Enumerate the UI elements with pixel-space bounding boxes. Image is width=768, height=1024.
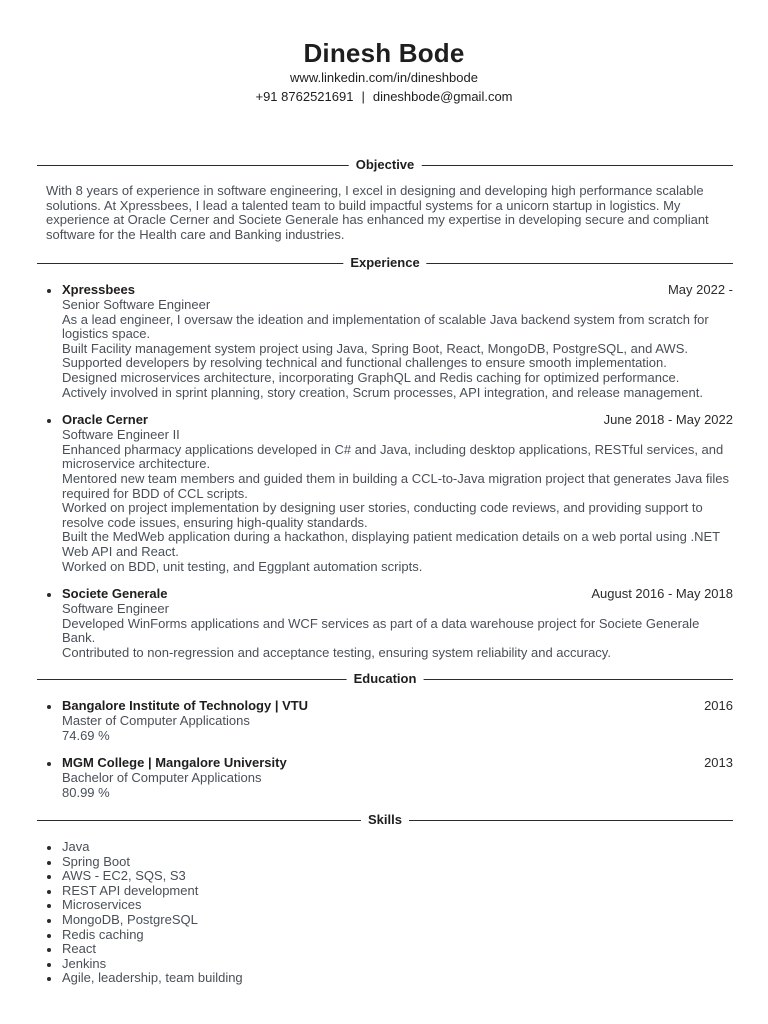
education-section-header [37,671,733,687]
job-dates: June 2018 - May 2022 [603,412,733,428]
phone-number: +91 8762521691 [255,89,354,104]
objective-heading: Objective [349,157,422,173]
school-name: MGM College | Mangalore University [62,755,287,771]
degree: Bachelor of Computer Applications [62,770,262,786]
candidate-name: Dinesh Bode [303,38,465,68]
job-dates: August 2016 - May 2018 [591,586,733,602]
skill-item: Microservices [46,898,243,913]
experience-heading: Experience [343,255,426,271]
graduation-year: 2013 [704,755,733,771]
job-title: Software Engineer II [62,427,180,443]
company-name: Oracle Cerner [62,412,148,428]
job-dates: May 2022 - [667,282,733,297]
job-point: Developed WinForms applications and WCF services as part of a data warehouse project for Societe Generale Bank. [62,615,700,646]
job-point: Enhanced pharmacy applications developed in C# and Java, including desktop applications, RESTful services, and microservice architecture. [62,441,724,472]
experience-list [46,283,733,660]
skill-item: Java [46,840,243,855]
school-name: Bangalore Institute of Technology | VTU [62,698,309,713]
job-point: Worked on BDD, unit testing, and Eggplant automation scripts. [62,558,423,574]
contact-line [0,89,768,104]
skills-list [46,840,243,986]
education-item [46,699,733,743]
experience-section-header [37,255,733,271]
job-point: Designed microservices architecture, incorporating GraphQL and Redis caching for optimized performance. [62,369,680,385]
experience-item-oracle-cerner [46,413,733,574]
skill-item: Jenkins [46,957,243,972]
education-list [46,699,733,800]
skill-item: MongoDB, PostgreSQL [46,913,243,928]
job-point: Mentored new team members and guided them in building a CCL-to-Java migration project that generates Java files required for BDD of CCL scripts. [62,470,729,501]
skills-heading: Skills [361,812,409,828]
score: 74.69 % [62,727,110,743]
skill-item: AWS - EC2, SQS, S3 [46,869,243,884]
job-point: Worked on project implementation by designing user stories, conducting code reviews, and providing support to resolve code issues, ensuring high-quality standards. [62,500,703,530]
job-title: Software Engineer [62,601,169,617]
job-point: As a lead engineer, I oversaw the ideation and implementation of scalable Java backend system from scratch for logistics space. [62,311,709,342]
experience-item-societe-generale [46,587,733,660]
skill-item: REST API development [46,884,243,899]
job-point: Supported developers by resolving technical and functional challenges to ensure smooth implementation. [62,355,667,371]
skill-item: Spring Boot [46,855,243,870]
skill-item: Redis caching [46,928,243,943]
job-point: Contributed to non-regression and acceptance testing, ensuring system reliability and accuracy. [62,644,611,660]
skill-item: React [46,942,243,957]
company-name: Xpressbees [62,282,135,297]
objective-section-header [37,157,733,173]
objective-text: With 8 years of experience in software engineering, I excel in designing and developing high performance scalable solutions. At Xpressbees, I lead a talented team to build impactful systems for a unicorn startup in logistics. My experience at Oracle Cerner and Societe Generale has enhanced my expertise in developing secure and compliant software for the Health care and Banking industries. [46,183,709,242]
degree: Master of Computer Applications [62,713,250,728]
email-link[interactable]: dineshbode@gmail.com [372,89,513,104]
job-point: Actively involved in sprint planning, story creation, Scrum processes, API integration, and release management. [62,384,703,400]
graduation-year: 2016 [704,698,733,713]
company-name: Societe Generale [62,586,168,602]
education-item [46,756,733,800]
contact-separator: | [361,89,365,104]
score: 80.99 % [62,784,110,800]
skill-item: Agile, leadership, team building [46,971,243,986]
linkedin-link[interactable]: www.linkedin.com/in/dineshbode [290,70,478,85]
education-heading: Education [347,671,424,687]
experience-item-xpressbees [46,283,733,400]
job-point: Built Facility management system project using Java, Spring Boot, React, MongoDB, PostgreSQL, and AWS. [62,340,688,356]
job-title: Senior Software Engineer [62,297,211,312]
job-point: Built the MedWeb application during a hackathon, displaying patient medication details on a web portal using .NET Web API and React. [62,529,720,559]
skills-section-header [37,812,733,828]
